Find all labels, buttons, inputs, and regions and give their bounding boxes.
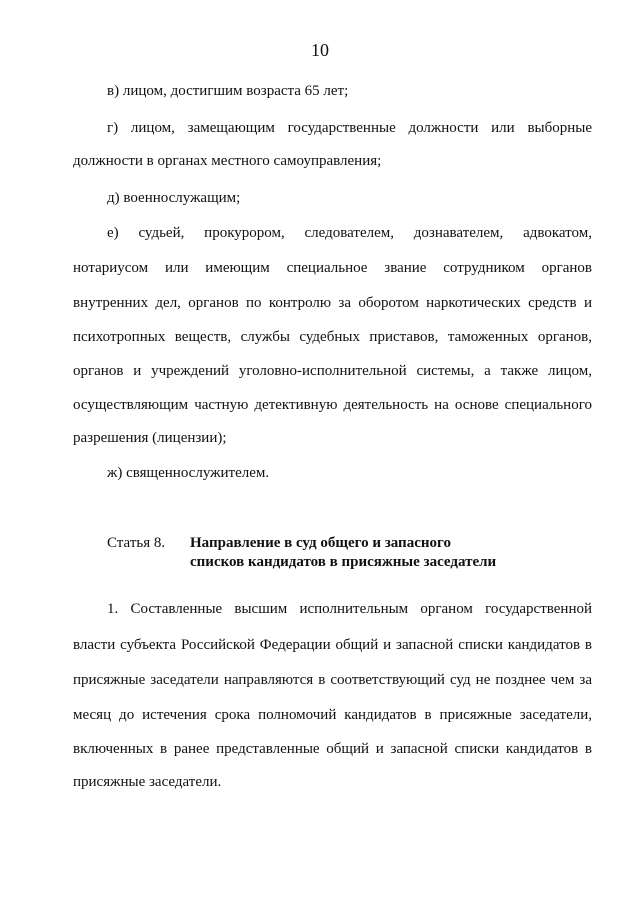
paragraph1-line3: присяжные заседатели направляются в соответствующий суд не позднее чем за xyxy=(73,672,592,688)
list-item-e-line3: внутренних дел, органов по контролю за оборотом наркотических средств и xyxy=(73,295,592,311)
article-title-line1: Направление в суд общего и запасного xyxy=(190,535,451,551)
article-title-line2: списков кандидатов в присяжные заседатели xyxy=(190,554,497,570)
list-item-e-line6: осуществляющим частную детективную деятельность на основе специального xyxy=(73,397,592,413)
list-item-e-line2: нотариусом или имеющим специальное звание сотрудником органов xyxy=(73,260,592,276)
article-label: Статья 8. xyxy=(107,535,166,551)
list-item-e-line5: органов и учреждений уголовно-исполнительной системы, а также лицом, xyxy=(73,363,592,379)
paragraph1-line4: месяц до истечения срока полномочий кандидатов в присяжные заседатели, xyxy=(73,707,592,723)
list-item-zh: ж) священнослужителем. xyxy=(107,465,270,481)
paragraph1-line6: присяжные заседатели. xyxy=(73,774,222,790)
list-item-g-line2: должности в органах местного самоуправления; xyxy=(73,153,382,169)
list-item-d: д) военнослужащим; xyxy=(107,190,241,206)
page-number: 10 xyxy=(311,40,329,60)
list-item-e-line7: разрешения (лицензии); xyxy=(73,430,227,446)
paragraph1-line5: включенных в ранее представленные общий и запасной списки кандидатов в xyxy=(73,741,592,757)
paragraph1-line1: 1. Составленные высшим исполнительным органом государственной xyxy=(107,601,592,617)
paragraph1-line2: власти субъекта Российской Федерации общий и запасной списки кандидатов в xyxy=(73,637,592,653)
list-item-v: в) лицом, достигшим возраста 65 лет; xyxy=(107,83,349,99)
list-item-g-line1: г) лицом, замещающим государственные должности или выборные xyxy=(107,120,592,136)
list-item-e-line4: психотропных веществ, службы судебных приставов, таможенных органов, xyxy=(73,329,592,345)
list-item-e-line1: е) судьей, прокурором, следователем, дознавателем, адвокатом, xyxy=(107,225,592,241)
